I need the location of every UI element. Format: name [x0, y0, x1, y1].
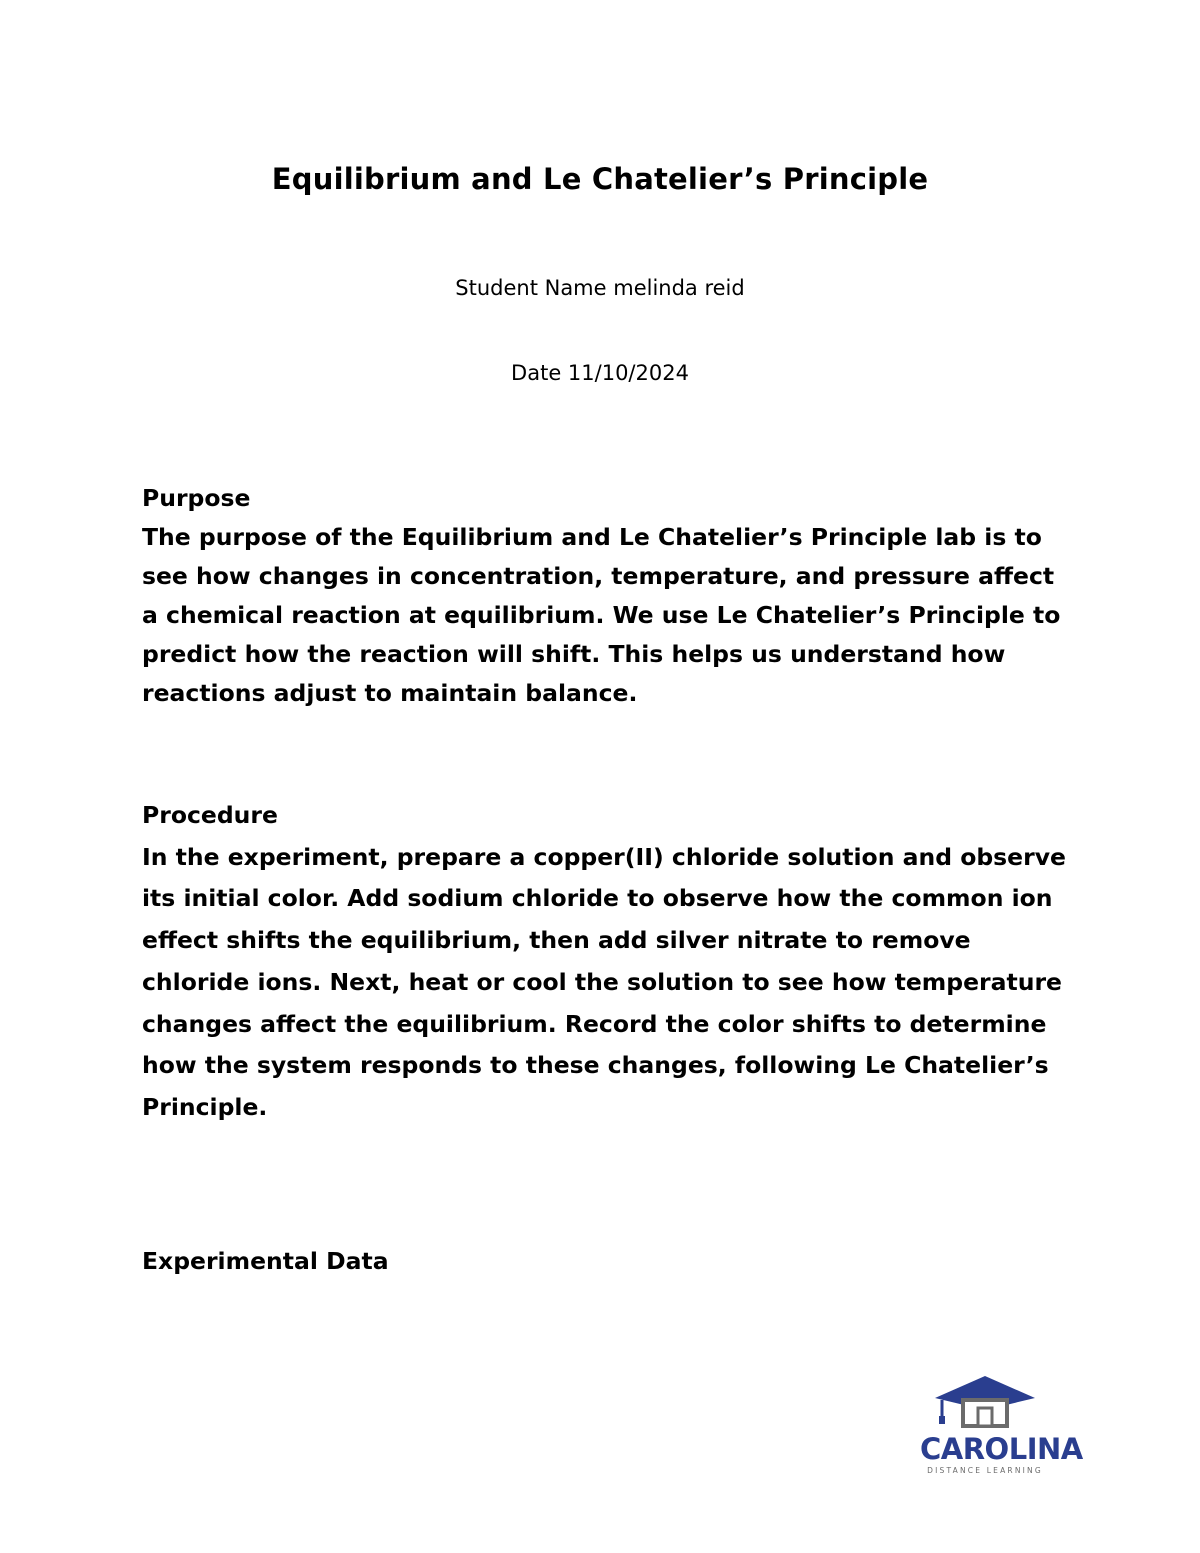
experimental-data-heading: Experimental Data	[142, 1247, 389, 1275]
procedure-heading: Procedure	[142, 801, 278, 829]
logo-subtitle: DISTANCE LEARNING	[927, 1466, 1043, 1475]
logo-wordmark: CAROLINA	[920, 1432, 1083, 1466]
date-line: Date 11/10/2024	[511, 361, 689, 385]
purpose-body: The purpose of the Equilibrium and Le Chatelier’s Principle lab is to see how changes in concentration, temperature, and pressure affect a chemical reaction at equilibrium. We use Le Chatelier’s Principle to predict how the reaction will shift. This helps us understand how reactions adjust to maintain balance.	[142, 523, 1061, 707]
carolina-logo	[920, 1370, 1083, 1480]
experimental-data-section	[142, 1242, 1072, 1281]
purpose-section	[142, 479, 1072, 713]
student-name-line: Student Name melinda reid	[455, 276, 745, 300]
procedure-section	[142, 795, 1072, 1129]
purpose-heading: Purpose	[142, 484, 251, 512]
procedure-body: In the experiment, prepare a copper(II) chloride solution and observe its initial color. Add sodium chloride to observe how the common ion effect shifts the equilibrium, then add silver nitrate to remove chloride ions. Next, heat or cool the solution to see how temperature changes affect the equilibrium. Record the color shifts to determine how the system responds to these changes, following Le Chatelier’s Principle.	[142, 842, 1066, 1121]
graduation-cap-house-icon	[920, 1370, 1050, 1432]
document-title: Equilibrium and Le Chatelier’s Principle	[271, 162, 929, 196]
